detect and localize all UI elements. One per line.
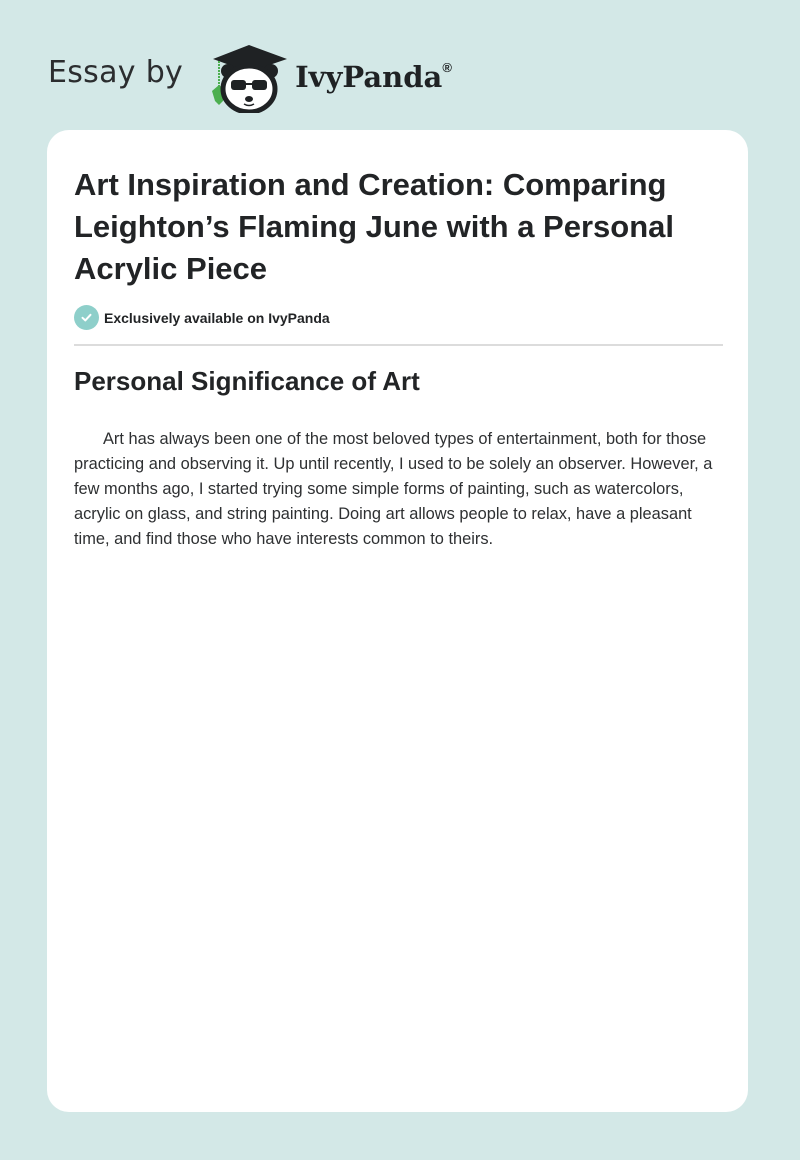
registered-mark: ® (442, 60, 452, 76)
divider (74, 344, 723, 346)
page-title: Art Inspiration and Creation: Comparing Leighton’s Flaming June with a Personal Acrylic Piece (74, 167, 674, 286)
badge-label: Exclusively available on IvyPanda (104, 309, 330, 326)
essay-card (47, 130, 748, 1112)
paragraph: Art has always been one of the most beloved types of entertainment, both for those practicing and observing it. Up until recently, I used to be solely an observer. However, a few months ago, I started trying some simple forms of painting, such as watercolors, acrylic on glass, and string painting. Doing art allows people to relax, have a pleasant time, and find those who have interests common to theirs. (74, 430, 713, 548)
check-circle-icon (74, 305, 99, 330)
panda-graduate-logo-icon[interactable] (201, 39, 293, 113)
exclusive-badge (74, 305, 330, 330)
section-heading: Personal Significance of Art (74, 366, 420, 396)
site-header (48, 36, 452, 116)
brand-name[interactable]: IvyPanda® (295, 60, 452, 94)
essay-by-label: Essay by (48, 54, 184, 90)
